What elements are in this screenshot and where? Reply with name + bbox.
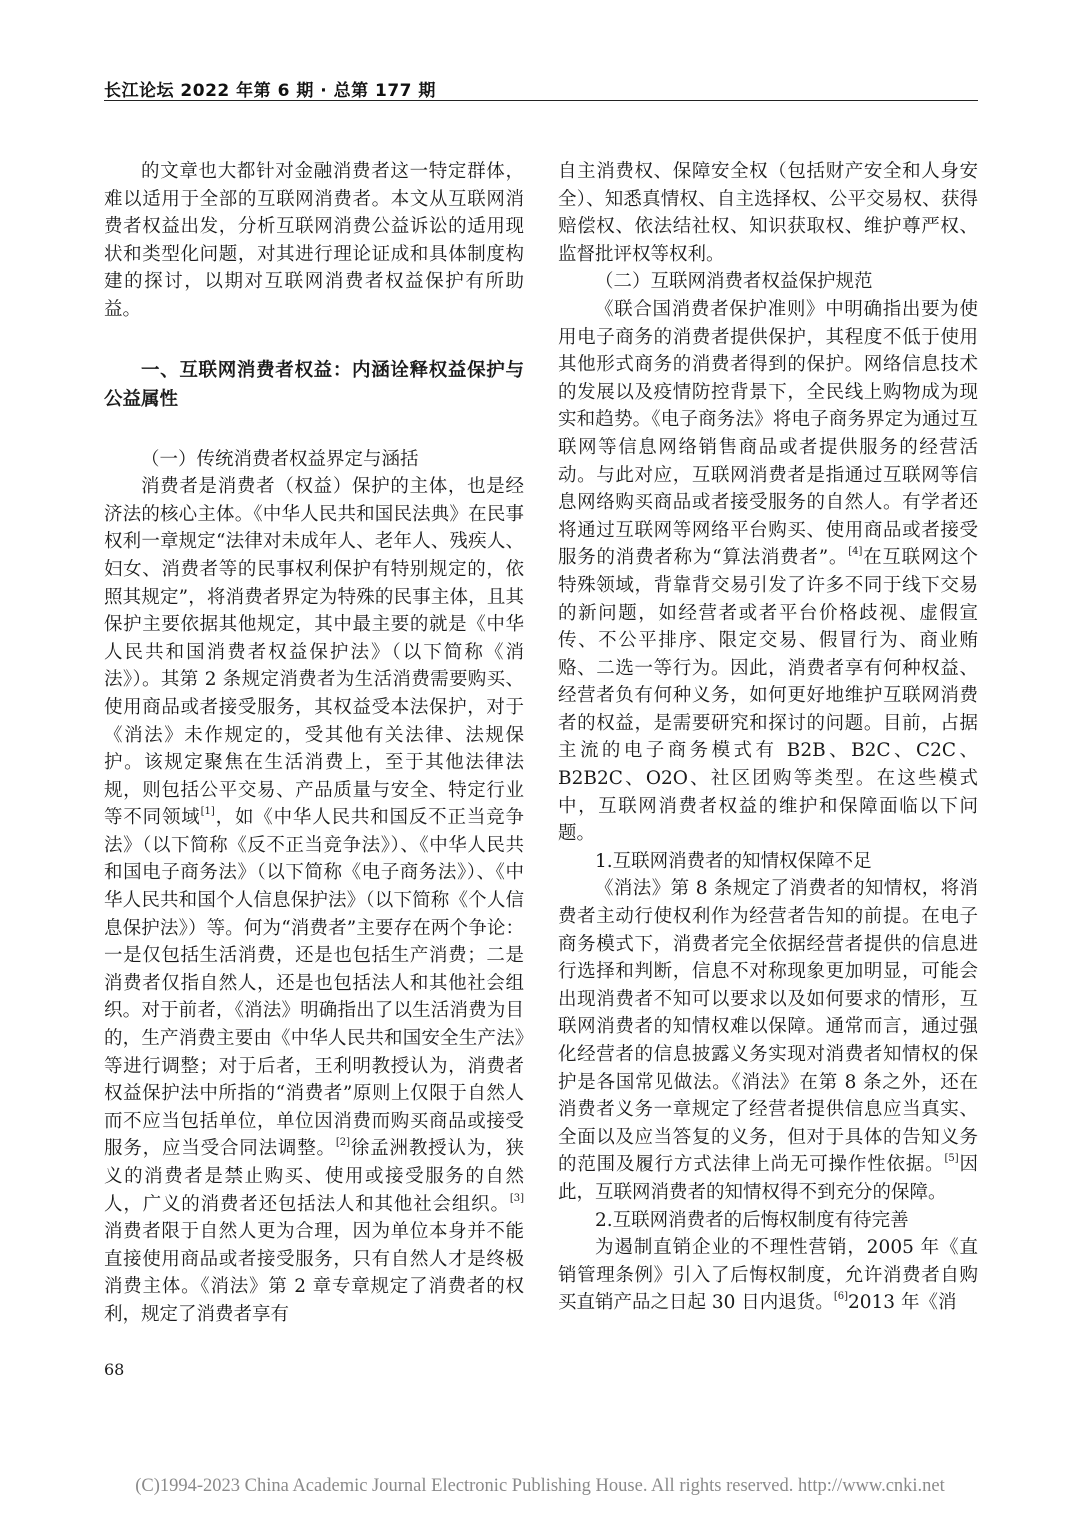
paragraph-consumer-definition: 消费者是消费者（权益）保护的主体，也是经济法的核心主体。《中华人民共和国民法典》在民事权利一章规定“法律对未成年人、老年人、残疾人、妇女、消费者等的民事权利保护有特别规定的，依照其规定”，将消费者界定为特殊的民事主体，且其保护主要依据其他规定，其中最主要的就是《中华人民共和国消费者权益保护法》（以下简称《消法》）。其第 2 条规定消费者为生活消费需要购买、使用商品或者接受服务，其权益受本法保护，对于《消法》未作规定的，受其他有关法律、法规保护。该规定聚焦在生活消费上，至于其他法律法规，则包括公平交易、产品质量与安全、特定行业等不同领域[1]，如《中华人民共和国反不正当竞争法》（以下简称《反不正当竞争法》）、《中华人民共和国电子商务法》（以下简称《电子商务法》）、《中华人民共和国个人信息保护法》（以下简称《个人信息保护法》）等。何为“消费者”主要存在两个争论：一是仅包括生活消费，还是也包括生产消费；二是消费者仅指自然人，还是也包括法人和其他社会组织。对于前者，《消法》明确指出了以生活消费为目的，生产消费主要由《中华人民共和国安全生产法》等进行调整；对于后者，王利明教授认为，消费者权益保护法中所指的“消费者”原则上仅限于自然人而不应当包括单位，单位因消费而购买商品或接受服务，应当受合同法调整。[2]徐孟洲教授认为，狭义的消费者是禁止购买、使用或接受服务的自然人，广义的消费者还包括法人和其他社会组织。[3]消费者限于自然人更为合理，因为单位本身并不能直接使用商品或者接受服务，只有自然人才是终极消费主体。《消法》第 2 章专章规定了消费者的权利，规定了消费者享有 [104, 476, 524, 1325]
citation-2[interactable]: [2] [335, 1137, 351, 1149]
section-heading: 一、互联网消费者权益：内涵诠释权益保护与公益属性 [104, 359, 524, 410]
paragraph-internet-consumers: 《联合国消费者保护准则》中明确指出要为使用电子商务的消费者提供保护，其程度不低于使用其他形式商务的消费者得到的保护。网络信息技术的发展以及疫情防控背景下，全民线上购物成为现实和趋势。《电子商务法》将电子商务界定为通过互联网等信息网络销售商品或者提供服务的经营活动。与此对应，互联网消费者是指通过互联网等信息网络购买商品或者接受服务的自然人。有学者还将通过互联网等网络平台购买、使用商品或者接受服务的消费者称为“算法消费者”。[4]在互联网这个特殊领域，背靠背交易引发了许多不同于线下交易的新问题，如经营者或者平台价格歧视、虚假宣传、不公平排序、限定交易、假冒行为、商业贿赂、二选一等行为。因此，消费者享有何种权益、经营者负有何种义务，如何更好地维护互联网消费者的权益，是需要研究和探讨的问题。目前，占据主流的电子商务模式有 B2B、B2C、C2C、B2B2C、O2O、社区团购等类型。在这些模式中，互联网消费者权益的维护和保障面临以下问题。 [558, 298, 978, 845]
citation-1[interactable]: [1] [200, 806, 215, 818]
citation-5[interactable]: [5] [944, 1153, 959, 1165]
subheading-traditional-rights: （一）传统消费者权益界定与涵括 [141, 448, 419, 470]
page-number: 68 [104, 1360, 125, 1379]
paragraph-right-to-know: 《消法》第 8 条规定了消费者的知情权，将消费者主动行使权利作为经营者告知的前提。在电子商务模式下，消费者完全依据经营者提供的信息进行选择和判断，信息不对称现象更加明显，可能会出现消费者不知可以要求以及如何要求的情形，互联网消费者的知情权难以保障。通常而言，通过强化经营者的信息披露义务实现对消费者知情权的保护是各国常见做法。《消法》在第 8 条之外，还在消费者义务一章规定了经营者提供信息应当真实、全面以及应当答复的义务，但对于具体的告知义务的范围及履行方式法律上尚无可操作性依据。[5]因此，互联网消费者的知情权得不到充分的保障。 [558, 878, 978, 1203]
paragraph-right-to-regret: 为遏制直销企业的不理性营销，2005 年《直销管理条例》引入了后悔权制度，允许消费者自购买直销产品之日起 30 日内退货。[6]2013 年《消 [558, 1237, 978, 1314]
citation-6[interactable]: [6] [833, 1291, 848, 1303]
continued-paragraph: 自主消费权、保障安全权（包括财产安全和人身安全）、知悉真情权、自主选择权、公平交易权、获得赔偿权、依法结社权、知识获取权、维护尊严权、监督批评权等权利。 [558, 161, 978, 265]
header-rule [104, 100, 978, 101]
left-column [104, 158, 524, 1329]
item-heading-right-to-know: 1.互联网消费者的知情权保障不足 [595, 850, 872, 872]
citation-3[interactable]: [3] [509, 1192, 524, 1204]
copyright-footer: (C)1994-2023 China Academic Journal Electronic Publishing House. All rights reserved. http://www.cnki.net [135, 1476, 945, 1496]
journal-header: 长江论坛 2022 年第 6 期 · 总第 177 期 [104, 81, 436, 101]
citation-4[interactable]: [4] [848, 546, 863, 558]
right-column [558, 158, 978, 1317]
item-heading-right-to-regret: 2.互联网消费者的后悔权制度有待完善 [595, 1209, 909, 1231]
intro-paragraph: 的文章也大都针对金融消费者这一特定群体，难以适用于全部的互联网消费者。本文从互联网消费者权益出发，分析互联网消费公益诉讼的适用现状和类型化问题，对其进行理论证成和具体制度构建的探讨，以期对互联网消费者权益保护有所助益。 [104, 161, 524, 320]
subheading-internet-protection: （二）互联网消费者权益保护规范 [595, 271, 873, 293]
